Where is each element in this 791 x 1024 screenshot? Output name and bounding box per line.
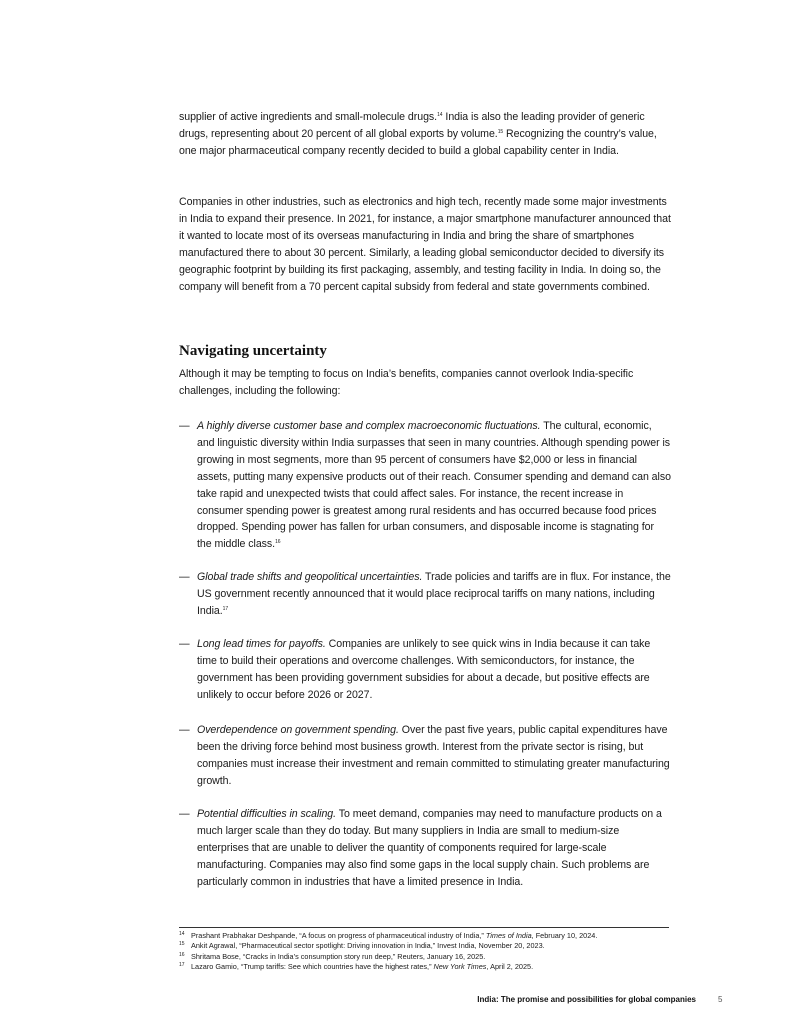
footnote-number: 15 [179,941,185,948]
footnote-text: Ankit Agrawal, “Pharmaceutical sector spotlight: Driving innovation in India,” Invest India, November 20, 2023. [191,941,545,951]
list-item-text: Companies are unlikely to see quick wins in India because it can take time to build their operations and overcome challenges. With semiconductors, for instance, the government has been providing government subsidies for about a decade, but positive effects are unlikely to occur before 2026 or 2027. [197,638,651,701]
footnote-text: Shritama Bose, “Cracks in India’s consumption story run deep,” Reuters, January 16, 2025. [191,951,486,961]
paragraph-1-text-a: supplier of active ingredients and small-molecule drugs. [179,111,438,123]
footnote-number: 14 [179,931,185,937]
footnote-text: Lazaro Gamio, “Trump tariffs: See which countries have the highest rates,” [191,961,434,971]
list-item-title: A highly diverse customer base and complex macroeconomic fluctuations. [197,420,541,432]
list-item [179,806,671,891]
list-item-title: Long lead times for payoffs. [197,638,326,650]
footnote-text: Prashant Prabhakar Deshpande, “A focus on progress of pharmaceutical industry of India,” [191,931,486,940]
list-item-title: Potential difficulties in scaling. [197,808,337,820]
paragraph-1-text-b: India is also the leading provider of generic drugs, representing about 20 percent of all global exports by volume. [179,111,645,140]
footnote-number: 16 [179,951,185,958]
list-item-title: Overdependence on government spending. [197,724,399,736]
footnote-ref-14[interactable]: 14 [437,112,443,118]
list-dash: — [179,571,190,583]
section-intro-text: Although it may be tempting to focus on India’s benefits, companies cannot overlook India-specific challenges, including the following: [179,368,634,397]
section-intro [179,366,671,400]
list-item-text: Over the past five years, public capital expenditures have been the driving force behind most business growth. Interest from the private sector is rising, but companies must increase their investment and remain committed to stimulating greater manufacturing growth. [197,724,670,787]
list-dash: — [179,724,190,736]
list-item [179,722,671,790]
paragraph-2 [179,194,671,295]
footnote-14 [179,931,679,941]
list-dash: — [179,808,190,820]
list-dash: — [179,638,190,650]
footnote-ref-15[interactable]: 15 [497,128,504,135]
list-item [179,418,671,553]
list-item-text: To meet demand, companies may need to manufacture products on a much larger scale than they do today. But many suppliers in India are small to medium-size enterprises that are unable to deliver the quantity of components required for large-scale manufacturing. Companies may also find some gaps in the local supply chain. Such problems are particularly common in industries that have a limited presence in India. [197,808,662,888]
list-item [179,569,671,620]
footnote-divider [179,927,669,928]
page-number: 5 [718,995,723,1004]
list-item [179,636,671,704]
footnote-number: 17 [179,961,185,968]
section-heading: Navigating uncertainty [179,343,327,359]
footnote-16 [179,952,679,962]
paragraph-2-text: Companies in other industries, such as electronics and high tech, recently made some major investments in India to expand their presence. In 2021, for instance, a major smartphone manufacturer announced that it wanted to locate most of its overseas manufacturing in India and bring the share of smartphones manufactured there to about 30 percent. Similarly, a leading global semiconductor decided to diversify its geographic footprint by building its first packaging, assembly, and testing facility in India. In doing so, the company will benefit from a 70 percent capital subsidy from federal and state governments combined. [179,196,671,293]
list-dash: — [179,420,190,432]
list-item-text: Trade policies and tariffs are in flux. For instance, the US government recently announced that it would place reciprocal tariffs on many nations, including India. [197,571,671,617]
footnotes [179,931,679,972]
footnote-text-end: , February 10, 2024. [531,931,598,940]
footnote-17 [179,962,679,972]
footnote-ref-17[interactable]: 17 [222,605,229,612]
footer-title: India: The promise and possibilities for global companies [477,995,696,1004]
paragraph-1 [179,109,671,160]
list-item-title: Global trade shifts and geopolitical uncertainties. [197,571,423,583]
list-item-text: The cultural, economic, and linguistic diversity within India surpasses that seen in many countries. Although spending power is growing in most segments, more than 95 percent of consumers have $2,000 or less in financial assets, putting many expensive products out of their reach. Consumer spending and demand can also take rapid and unexpected twists that could affect sales. For instance, the recent increase in consumer spending power is greatest among rural residents and has occurred because food prices dropped. Spending power has fallen for urban consumers, and disposable income is stagnating for the middle class. [197,420,671,551]
paragraph-1-text-c: Recognizing the country’s value, one major pharmaceutical company recently decided to build a global capability center in India. [179,127,657,157]
footnote-publication: Times of India [485,931,532,940]
footnote-15 [179,941,679,951]
footnote-text-end: , April 2, 2025. [486,961,534,971]
footnote-ref-16[interactable]: 16 [275,539,281,546]
footnote-publication: New York Times [433,961,487,971]
